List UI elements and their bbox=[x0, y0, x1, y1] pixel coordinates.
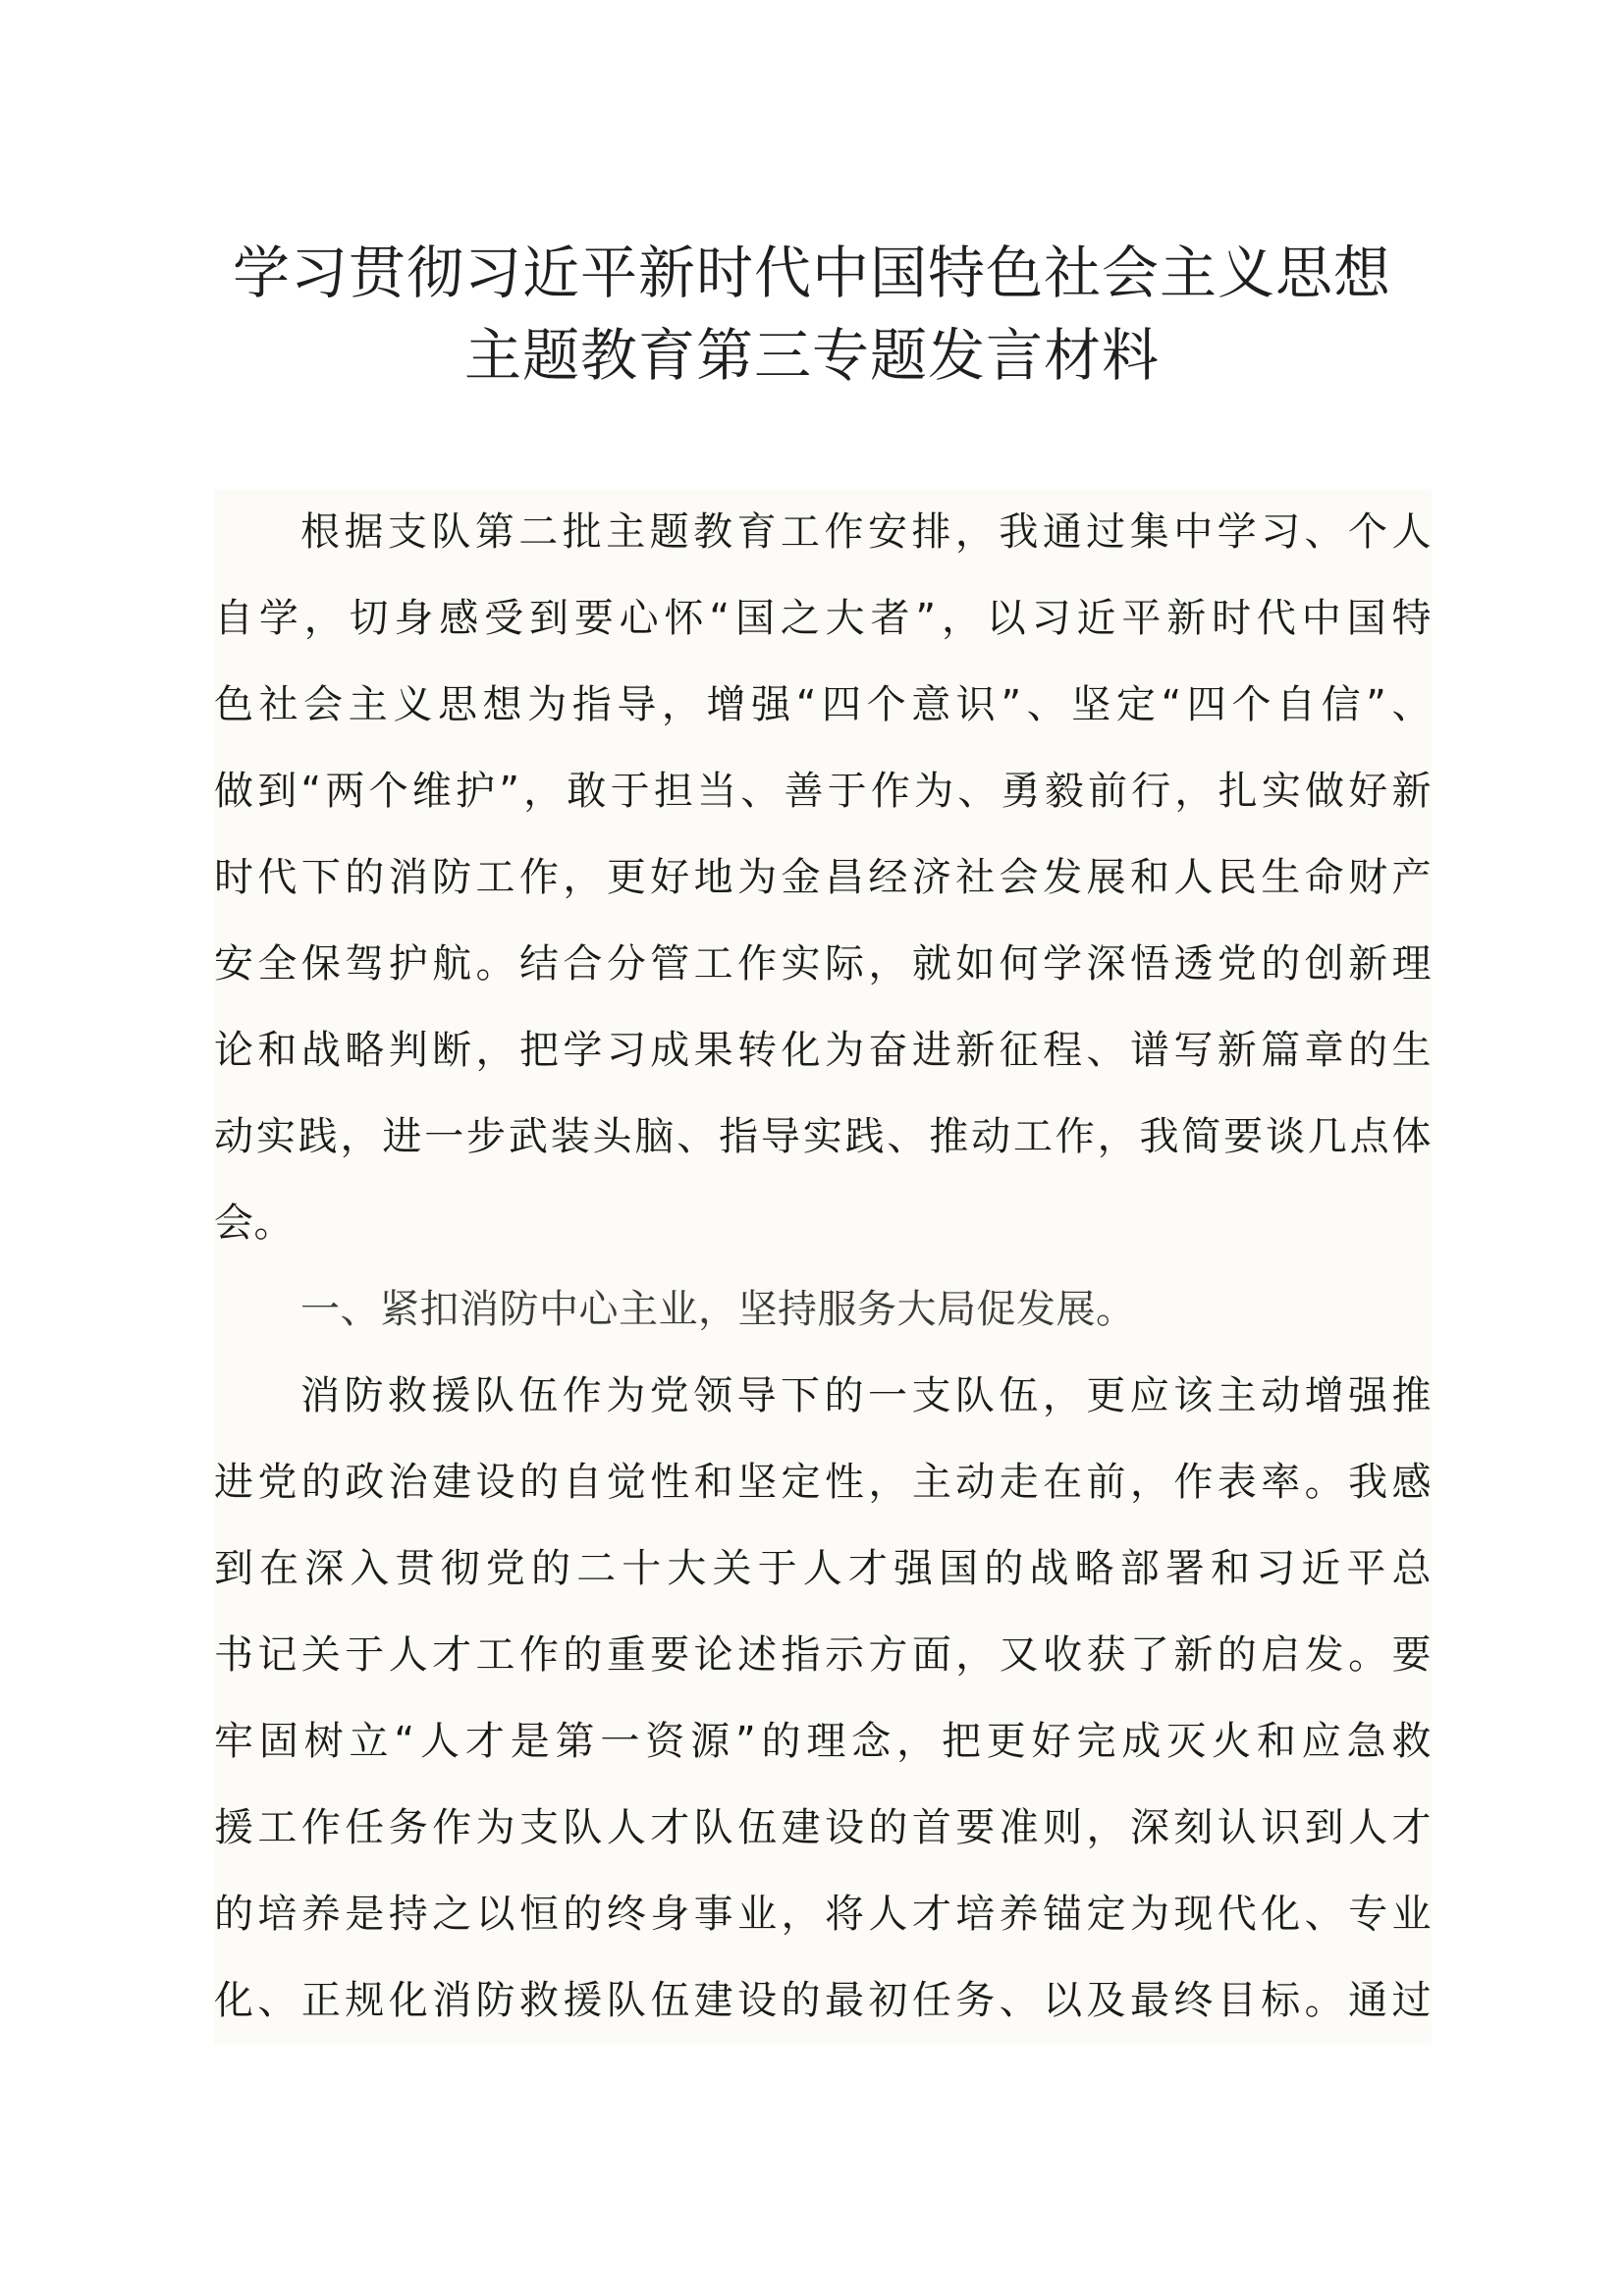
paragraph-line: 论和战略判断，把学习成果转化为奋进新征程、谱写新篇章的生 bbox=[214, 1028, 1432, 1073]
document-title bbox=[0, 232, 1624, 397]
paragraph-line: 做到“两个维护”，敢于担当、善于作为、勇毅前行，扎实做好新 bbox=[214, 769, 1432, 814]
title-line-1: 学习贯彻习近平新时代中国特色社会主义思想 bbox=[232, 240, 1391, 306]
paragraph-line: 时代下的消防工作，更好地为金昌经济社会发展和人民生命财产 bbox=[214, 855, 1432, 900]
paragraph-line: 根据支队第二批主题教育工作安排，我通过集中学习、个人 bbox=[300, 509, 1432, 555]
paragraph-line: 会。 bbox=[214, 1201, 294, 1246]
paragraph-line: 的培养是持之以恒的终身事业，将人才培养锚定为现代化、专业 bbox=[214, 1892, 1432, 1937]
paragraph-line: 自学，切身感受到要心怀“国之大者”，以习近平新时代中国特 bbox=[214, 596, 1432, 641]
paragraph-line: 进党的政治建设的自觉性和坚定性，主动走在前，作表率。我感 bbox=[214, 1460, 1432, 1505]
paragraph-line: 牢固树立“人才是第一资源”的理念，把更好完成灭火和应急救 bbox=[214, 1719, 1432, 1764]
paragraph-line: 化、正规化消防救援队伍建设的最初任务、以及最终目标。通过 bbox=[214, 1978, 1432, 2023]
paragraph-line: 色社会主义思想为指导，增强“四个意识”、坚定“四个自信”、 bbox=[214, 682, 1432, 727]
paragraph-line: 动实践，进一步武装头脑、指导实践、推动工作，我简要谈几点体 bbox=[214, 1114, 1432, 1159]
paragraph-line: 安全保驾护航。结合分管工作实际，就如何学深悟透党的创新理 bbox=[214, 941, 1432, 987]
paragraph-line: 消防救援队伍作为党领导下的一支队伍，更应该主动增强推 bbox=[300, 1373, 1432, 1418]
document-body bbox=[214, 489, 1432, 2044]
paragraph-line: 书记关于人才工作的重要论述指示方面，又收获了新的启发。要 bbox=[214, 1632, 1432, 1678]
paragraph-line: 援工作任务作为支队人才队伍建设的首要准则，深刻认识到人才 bbox=[214, 1805, 1432, 1850]
title-line-2: 主题教育第三专题发言材料 bbox=[463, 322, 1160, 389]
section-heading: 一、紧扣消防中心主业，坚持服务大局促发展。 bbox=[300, 1287, 1136, 1332]
paragraph-line: 到在深入贯彻党的二十大关于人才强国的战略部署和习近平总 bbox=[214, 1546, 1432, 1591]
